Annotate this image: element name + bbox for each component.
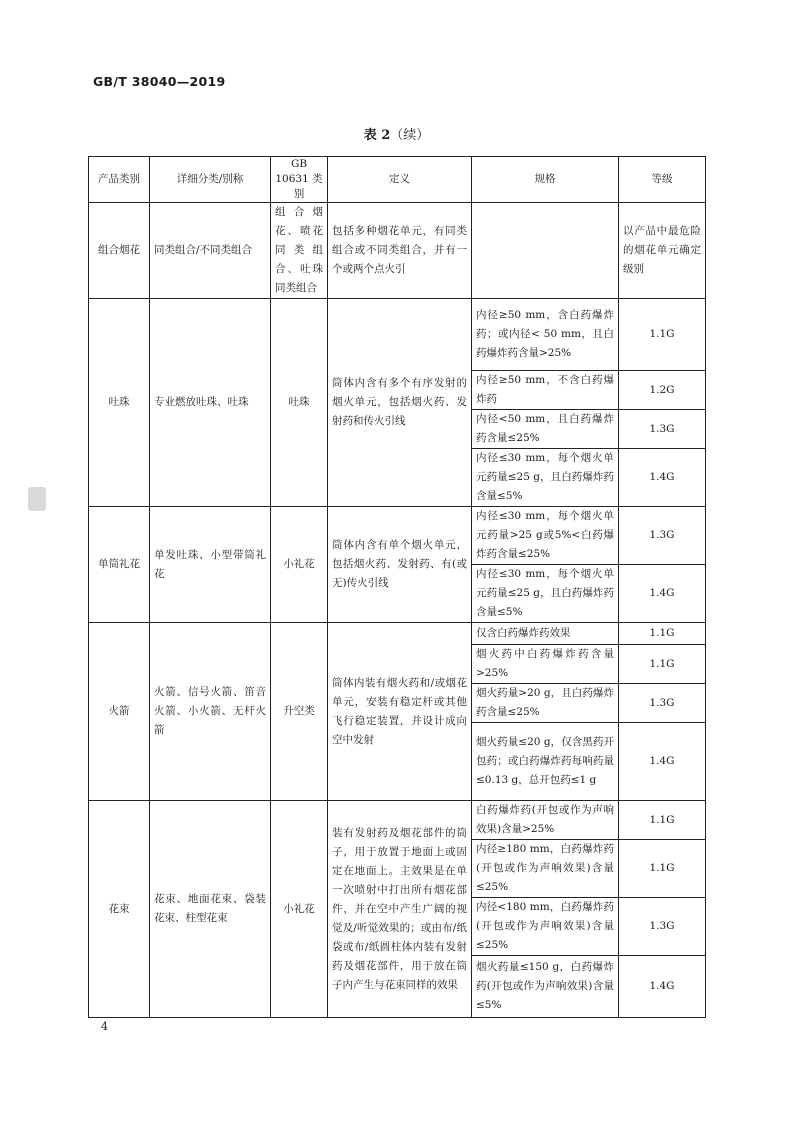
spec-cell: 烟火药量≤20 g，仅含黑药开包药；或白药爆炸药每响药量≤0.13 g，总开包药≤1 g xyxy=(472,723,619,801)
spec-cell: 内径≤30 mm，每个烟火单元药量≤25 g，且白药爆炸药含量≤5% xyxy=(472,449,619,507)
grade-cell: 1.4G xyxy=(619,723,706,801)
spec-cell: 内径<180 mm，白药爆炸药(开包或作为声响效果)含量≤25% xyxy=(472,898,619,956)
column-header: 详细分类/别称 xyxy=(150,157,271,203)
spec-cell: 内径≤30 mm，每个烟火单元药量≤25 g，且白药爆炸药含量≤5% xyxy=(472,565,619,623)
grade-cell: 1.1G xyxy=(619,623,706,645)
classification-table xyxy=(88,156,706,1018)
grade-cell: 1.4G xyxy=(619,565,706,623)
spec-cell: 内径≥50 mm，不含白药爆炸药 xyxy=(472,371,619,410)
spec-cell: 白药爆炸药(开包或作为声响效果)含量>25% xyxy=(472,801,619,840)
column-header: 定义 xyxy=(328,157,472,203)
column-header: 规格 xyxy=(472,157,619,203)
category-cell: 组合烟花 xyxy=(89,203,150,299)
gb-class-cell: 吐珠 xyxy=(271,299,328,507)
grade-cell: 1.4G xyxy=(619,956,706,1018)
side-scroll-tab[interactable] xyxy=(28,487,46,511)
page-number: 4 xyxy=(101,1020,108,1033)
table-row xyxy=(89,203,706,299)
gb-class-cell: 小礼花 xyxy=(271,507,328,623)
definition-cell: 筒体内装有烟火药和/或烟花单元，安装有稳定杆或其他飞行稳定装置，并设计成向空中发射 xyxy=(328,623,472,801)
subcategory-cell: 火箭、信号火箭、笛音火箭、小火箭、无杆火箭 xyxy=(150,623,271,801)
table-row xyxy=(89,801,706,840)
grade-cell: 1.3G xyxy=(619,507,706,565)
category-cell: 吐珠 xyxy=(89,299,150,507)
subcategory-cell: 单发吐珠、小型带筒礼花 xyxy=(150,507,271,623)
grade-cell: 1.1G xyxy=(619,299,706,371)
spec-cell: 烟火药量>20 g，且白药爆炸药含量≤25% xyxy=(472,684,619,723)
table-caption-continued: （续） xyxy=(390,128,430,143)
subcategory-cell: 花束、地面花束、袋装花束、柱型花束 xyxy=(150,801,271,1018)
spec-cell: 内径<50 mm，且白药爆炸药含量≤25% xyxy=(472,410,619,449)
gb-class-cell: 升空类 xyxy=(271,623,328,801)
grade-cell: 1.4G xyxy=(619,449,706,507)
grade-cell: 1.3G xyxy=(619,898,706,956)
grade-cell: 1.1G xyxy=(619,645,706,684)
table-row xyxy=(89,623,706,645)
definition-cell: 筒体内含有单个烟火单元，包括烟火药、发射药、有(或无)传火引线 xyxy=(328,507,472,623)
column-header: 等级 xyxy=(619,157,706,203)
category-cell: 火箭 xyxy=(89,623,150,801)
standard-code: GB/T 38040—2019 xyxy=(93,74,226,89)
table-caption-title: 表 2 xyxy=(363,128,391,143)
spec-cell: 内径≥50 mm，含白药爆炸药；或内径< 50 mm，且白药爆炸药含量>25% xyxy=(472,299,619,371)
subcategory-cell: 同类组合/不同类组合 xyxy=(150,203,271,299)
spec-cell xyxy=(472,203,619,299)
spec-cell: 烟火药中白药爆炸药含量>25% xyxy=(472,645,619,684)
category-cell: 单筒礼花 xyxy=(89,507,150,623)
table-row xyxy=(89,507,706,565)
gb-class-cell: 组合烟花、喷花同类组合、吐珠同类组合 xyxy=(271,203,328,299)
column-header: 产品类别 xyxy=(89,157,150,203)
table-row xyxy=(89,299,706,371)
definition-cell: 包括多种烟花单元，有同类组合或不同类组合，并有一个或两个点火引 xyxy=(328,203,472,299)
spec-cell: 烟火药量≤150 g，白药爆炸药(开包或作为声响效果)含量≤5% xyxy=(472,956,619,1018)
column-header: GB 10631 类别 xyxy=(271,157,328,203)
table-caption xyxy=(0,124,793,143)
definition-cell: 筒体内含有多个有序发射的烟火单元，包括烟火药、发射药和传火引线 xyxy=(328,299,472,507)
definition-cell: 装有发射药及烟花部件的筒子，用于放置于地面上或固定在地面上。主效果是在单一次喷射中打出所有烟花部件，并在空中产生广阔的视觉及/听觉效果的；或由布/纸袋或布/纸圆柱体内装有发射药及烟花部件，用于放在筒子内产生与花束同样的效果 xyxy=(328,801,472,1018)
grade-cell: 以产品中最危险的烟花单元确定级别 xyxy=(619,203,706,299)
grade-cell: 1.3G xyxy=(619,410,706,449)
grade-cell: 1.1G xyxy=(619,801,706,840)
grade-cell: 1.1G xyxy=(619,840,706,898)
table-header-row xyxy=(89,157,706,203)
gb-class-cell: 小礼花 xyxy=(271,801,328,1018)
spec-cell: 内径≥180 mm，白药爆炸药(开包或作为声响效果)含量≤25% xyxy=(472,840,619,898)
subcategory-cell: 专业燃放吐珠、吐珠 xyxy=(150,299,271,507)
spec-cell: 仅含白药爆炸药效果 xyxy=(472,623,619,645)
category-cell: 花束 xyxy=(89,801,150,1018)
spec-cell: 内径≤30 mm，每个烟火单元药量>25 g或5%<白药爆炸药含量≤25% xyxy=(472,507,619,565)
grade-cell: 1.2G xyxy=(619,371,706,410)
grade-cell: 1.3G xyxy=(619,684,706,723)
